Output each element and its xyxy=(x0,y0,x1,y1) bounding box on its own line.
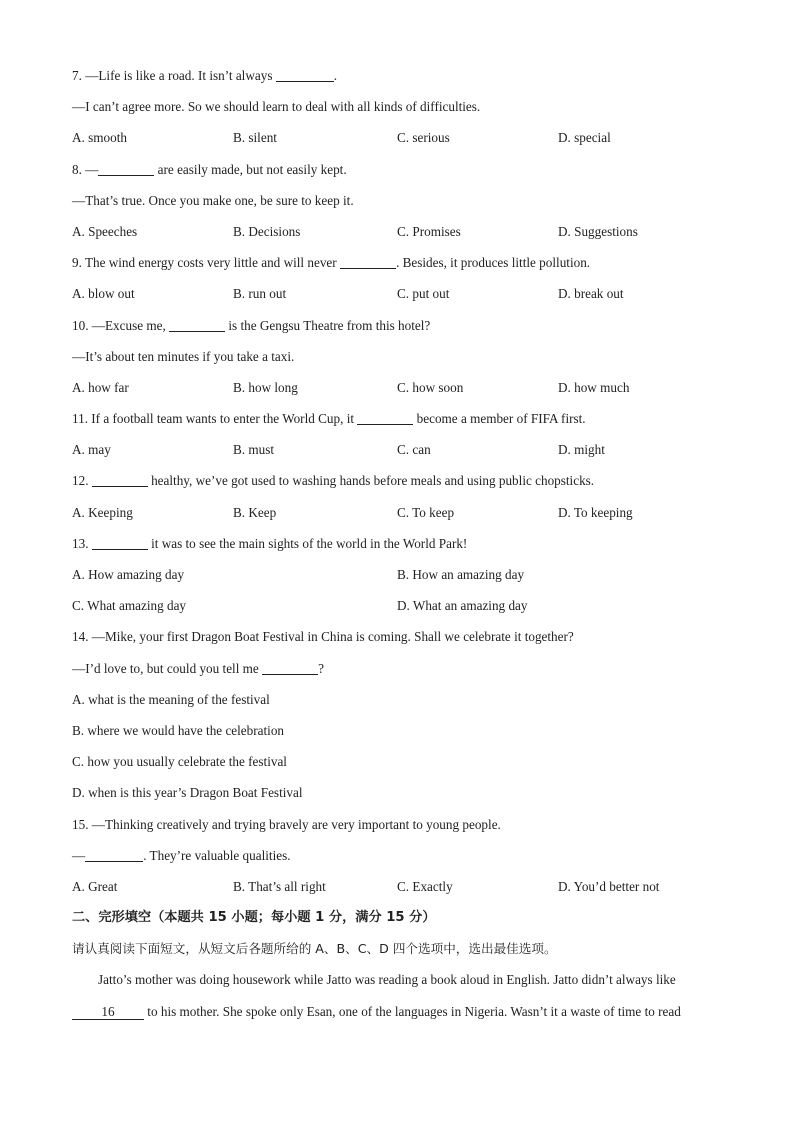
answer-blank xyxy=(92,472,148,487)
option-a[interactable]: A. Great xyxy=(72,878,118,894)
option-c[interactable]: C. Promises xyxy=(397,223,461,239)
question-9-options xyxy=(72,278,722,309)
option-c[interactable]: C. put out xyxy=(397,286,450,302)
question-15-stem: 15. —Thinking creatively and trying bravely are very important to young people. xyxy=(72,816,501,832)
answer-blank xyxy=(98,161,154,176)
question-13-options-row-2 xyxy=(72,590,722,621)
option-b[interactable]: B. must xyxy=(233,442,275,458)
section-instruction: 请认真阅读下面短文，从短文后各题所给的 A、B、C、D 四个选项中，选出最佳选项。 xyxy=(72,941,557,957)
option-c[interactable]: C. What amazing day xyxy=(72,598,187,614)
question-7-stem: 7. —Life is like a road. It isn’t always . xyxy=(72,68,338,83)
option-b[interactable]: B. How an amazing day xyxy=(397,567,525,582)
question-9-stem: 9. The wind energy costs very little and will never . Besides, it produces little pollution. xyxy=(72,255,591,271)
section-title: 二、完形填空（本题共 15 小题；每小题 1 分，满分 15 分） xyxy=(72,910,436,926)
passage-line-2: 16 to his mother. She spoke only Esan, one of the languages in Nigeria. Wasn’t it a waste of time to read xyxy=(72,996,722,1027)
question-10-options xyxy=(72,372,722,403)
option-a[interactable]: A. How amazing day xyxy=(72,567,185,582)
question-15-options xyxy=(72,871,722,902)
option-d[interactable]: D. Suggestions xyxy=(558,223,638,239)
question-10-reply: —It’s about ten minutes if you take a taxi. xyxy=(72,348,295,364)
question-12-stem: 12. healthy, we’ve got used to washing hands before meals and using public chopsticks. xyxy=(72,473,595,489)
option-d[interactable]: D. how much xyxy=(558,379,630,395)
question-10-stem: 10. —Excuse me, is the Gengsu Theatre from this hotel? xyxy=(72,317,431,333)
option-b[interactable]: B. That’s all right xyxy=(233,878,326,894)
question-12-options xyxy=(72,497,722,528)
question-15-reply: — . They’re valuable qualities. xyxy=(72,847,291,863)
answer-blank xyxy=(85,847,143,862)
answer-blank xyxy=(169,317,225,332)
option-d[interactable]: D. when is this year’s Dragon Boat Festival xyxy=(72,785,303,801)
question-13-options-row-1 xyxy=(72,559,722,590)
option-c[interactable]: C. Exactly xyxy=(397,878,453,894)
option-c[interactable]: C. how you usually celebrate the festival xyxy=(72,754,287,770)
question-11-stem: 11. If a football team wants to enter the World Cup, it become a member of FIFA first. xyxy=(72,411,586,427)
option-a[interactable]: A. Keeping xyxy=(72,504,133,520)
option-d[interactable]: D. You’d better not xyxy=(558,878,660,894)
question-7-options xyxy=(72,122,722,153)
exam-page xyxy=(72,60,722,1027)
option-d[interactable]: D. To keeping xyxy=(558,504,633,520)
option-a[interactable]: A. what is the meaning of the festival xyxy=(72,691,270,707)
question-7-reply: —I can’t agree more. So we should learn to deal with all kinds of difficulties. xyxy=(72,99,481,115)
answer-blank xyxy=(357,410,413,425)
blank-16: 16 xyxy=(72,1005,144,1020)
answer-blank xyxy=(276,67,334,82)
question-11-options xyxy=(72,434,722,465)
question-14-stem: 14. —Mike, your first Dragon Boat Festival in China is coming. Shall we celebrate it together? xyxy=(72,629,574,645)
option-a[interactable]: A. Speeches xyxy=(72,223,138,239)
option-d[interactable]: D. break out xyxy=(558,286,624,302)
option-b[interactable]: B. where we would have the celebration xyxy=(72,722,285,738)
option-b[interactable]: B. how long xyxy=(233,379,298,395)
option-b[interactable]: B. Decisions xyxy=(233,223,301,239)
option-c[interactable]: C. how soon xyxy=(397,379,464,395)
answer-blank xyxy=(340,254,396,269)
passage-line-1: Jatto’s mother was doing housework while Jatto was reading a book aloud in English. Jatto didn’t always like xyxy=(98,972,676,988)
question-8-options xyxy=(72,216,722,247)
option-a[interactable]: A. may xyxy=(72,442,111,458)
option-a[interactable]: A. blow out xyxy=(72,286,135,302)
option-b[interactable]: B. Keep xyxy=(233,504,277,520)
answer-blank xyxy=(262,660,318,675)
option-a[interactable]: A. how far xyxy=(72,379,129,395)
option-b[interactable]: B. run out xyxy=(233,286,287,302)
option-d[interactable]: D. What an amazing day xyxy=(397,598,528,614)
question-14-reply: —I’d love to, but could you tell me ? xyxy=(72,660,324,676)
question-8-stem: 8. — are easily made, but not easily kept. xyxy=(72,161,347,177)
option-c[interactable]: C. serious xyxy=(397,130,450,146)
option-b[interactable]: B. silent xyxy=(233,130,277,146)
option-d[interactable]: D. might xyxy=(558,442,605,458)
question-8-reply: —That’s true. Once you make one, be sure to keep it. xyxy=(72,192,354,208)
option-d[interactable]: D. special xyxy=(558,130,611,146)
option-c[interactable]: C. can xyxy=(397,442,431,458)
question-13-stem: 13. it was to see the main sights of the world in the World Park! xyxy=(72,535,468,551)
option-a[interactable]: A. smooth xyxy=(72,130,127,146)
option-c[interactable]: C. To keep xyxy=(397,504,455,520)
answer-blank xyxy=(92,535,148,550)
